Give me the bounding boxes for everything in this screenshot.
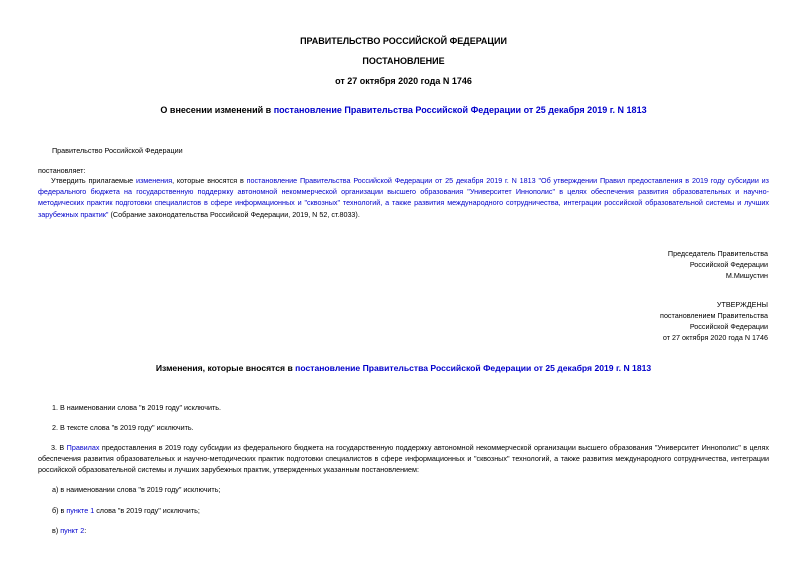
document-title-prefix: О внесении изменений в xyxy=(160,105,274,115)
main-paragraph-text: (Собрание законодательства Российской Федерации, 2019, N 52, ст.8033). xyxy=(108,209,360,219)
item-2: 2. В тексте слова "в 2019 году" исключить. xyxy=(52,423,194,432)
signature-position: Председатель Правительства xyxy=(667,249,768,258)
government-heading: ПРАВИТЕЛЬСТВО РОССИЙСКОЙ ФЕДЕРАЦИИ xyxy=(300,36,507,46)
document-type: ПОСТАНОВЛЕНИЕ xyxy=(362,56,445,66)
subitem-v-text: в) xyxy=(52,526,61,535)
changes-resolution-link[interactable]: постановление Правительства Российской Федерации от 25 декабря 2019 г. N 1813 xyxy=(295,363,652,373)
clause-1-link[interactable]: пункте 1 xyxy=(66,506,95,515)
main-paragraph xyxy=(38,175,769,220)
changes-title xyxy=(0,363,807,373)
clause-2-link[interactable]: пункт 2 xyxy=(60,526,85,535)
resolves-label: постановляет: xyxy=(38,166,86,175)
approved-label: УТВЕРЖДЕНЫ xyxy=(716,300,768,309)
subitem-a: а) в наименовании слова "в 2019 году" исключить; xyxy=(52,485,221,494)
rules-link[interactable]: Правилах xyxy=(66,443,100,452)
document-title xyxy=(0,105,807,115)
subitem-b xyxy=(52,505,200,516)
item-1: 1. В наименовании слова "в 2019 году" исключить. xyxy=(52,403,222,412)
main-paragraph-text: Утвердить прилагаемые xyxy=(51,176,136,185)
subitem-b-text: б) в xyxy=(52,506,67,515)
changes-title-prefix: Изменения, которые вносятся в xyxy=(155,363,296,373)
changes-link[interactable]: изменения xyxy=(136,176,173,185)
approved-date: от 27 октября 2020 года N 1746 xyxy=(662,333,768,342)
approved-line: постановлением Правительства xyxy=(660,311,768,320)
item-3-text: 3. В xyxy=(51,443,67,452)
subitem-v xyxy=(52,525,86,536)
main-paragraph-text: , которые вносятся в xyxy=(172,176,247,185)
subitem-b-text: слова "в 2019 году" исключить; xyxy=(94,506,200,515)
government-subject: Правительство Российской Федерации xyxy=(52,146,183,155)
approved-line: Российской Федерации xyxy=(689,322,768,331)
resolution-1813-link[interactable]: постановление Правительства Российской Федерации от 25 декабря 2019 г. N 1813 "Об утверждении Правил предоставления в 2019 году субсидии из федерального бюджета на государственную поддержку автономной некоммерческой организации высшего образования "Университет Иннополис" в целях обеспечения развития образовательных и научно-методических практик подготовки специалистов в сфере информационных и "сквозных" технологий, а также развития международного сотрудничества, интеграции российской образовательной системы и лучших зарубежных практик" xyxy=(38,176,769,219)
signature-org: Российской Федерации xyxy=(689,260,768,269)
item-3 xyxy=(38,442,769,476)
item-3-text: предоставления в 2019 году субсидии из федерального бюджета на государственную поддержку автономной некоммерческой организации высшего образования "Университет Иннополис" в целях обеспечения развития образовательных и научно-методических практик подготовки специалистов в сфере информационных и "сквозных" технологий, а также развития международного сотрудничества, интеграции российской образовательной системы и лучших зарубежных практик, утвержденных указанным постановлением: xyxy=(38,443,769,475)
amended-resolution-link[interactable]: постановление Правительства Российской Федерации от 25 декабря 2019 г. N 1813 xyxy=(273,105,647,115)
document-date-number: от 27 октября 2020 года N 1746 xyxy=(335,76,472,86)
subitem-v-text: : xyxy=(84,526,87,535)
signature-name: М.Мишустин xyxy=(725,271,768,280)
